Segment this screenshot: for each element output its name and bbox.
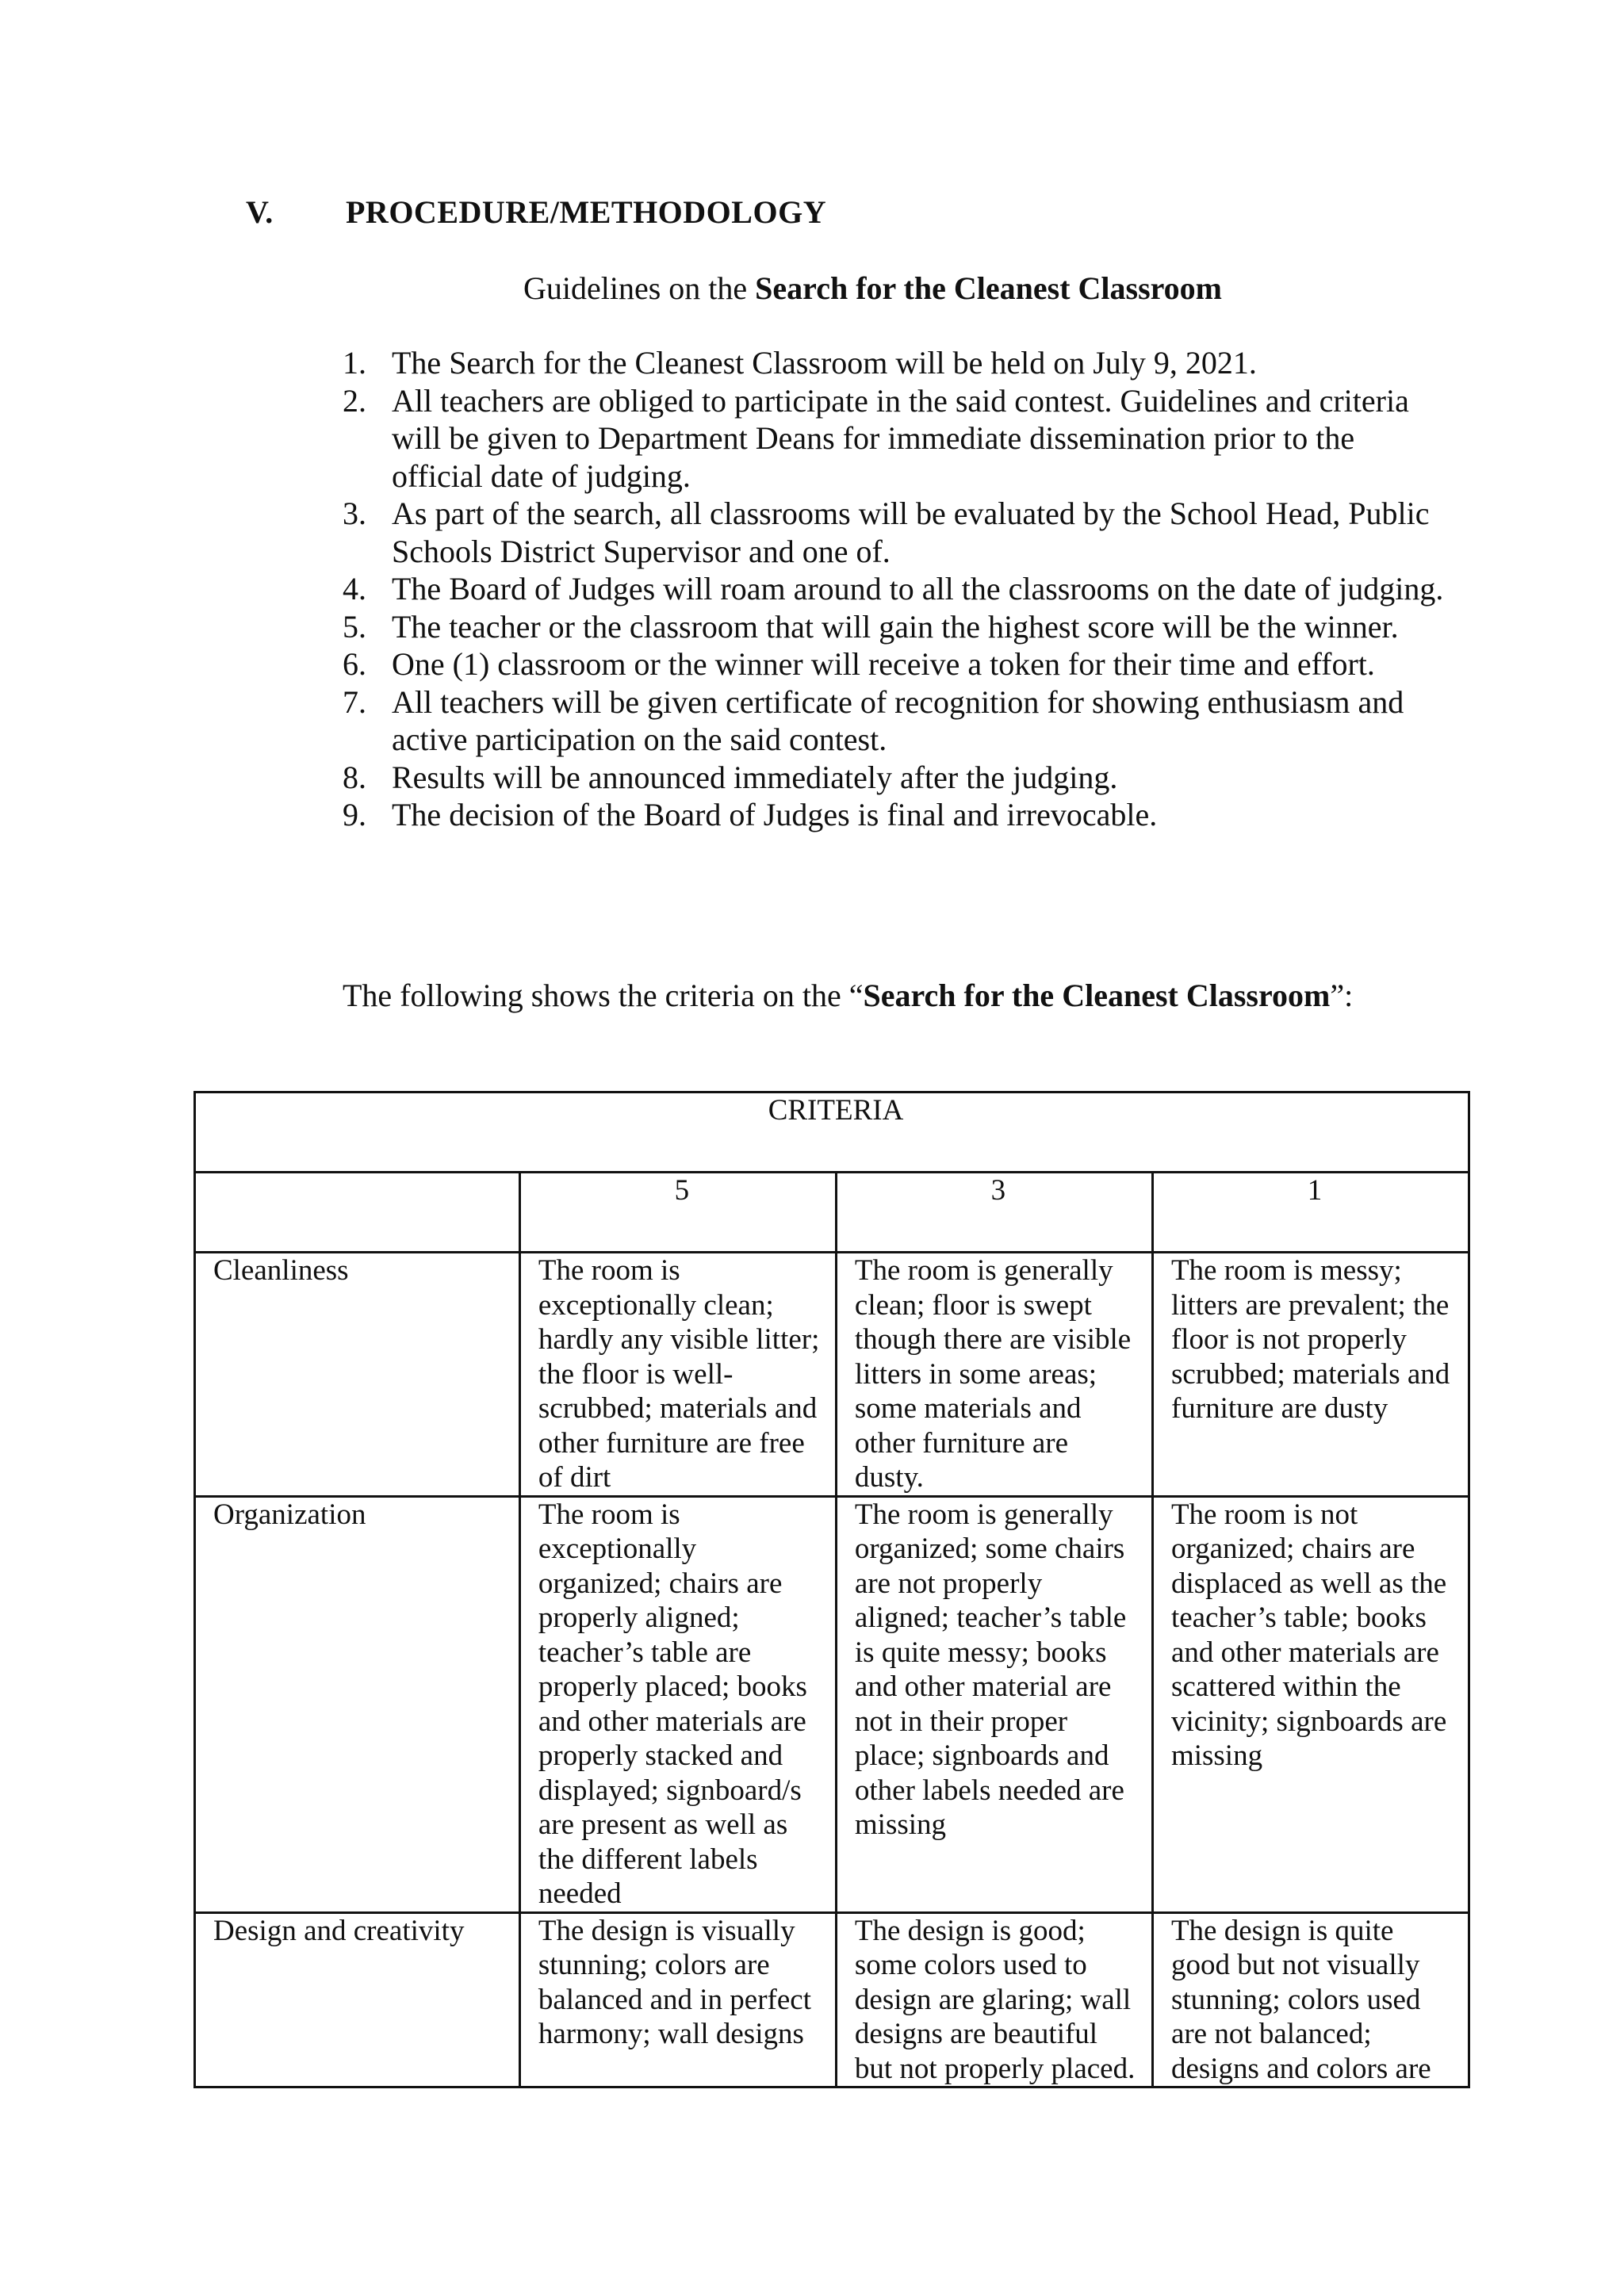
item-number: 7. xyxy=(343,683,366,720)
guideline-item xyxy=(343,344,1445,382)
criteria-intro-bold: Search for the Cleanest Classroom xyxy=(863,978,1331,1013)
section-title: PROCEDURE/METHODOLOGY xyxy=(346,194,827,230)
guideline-item xyxy=(343,570,1445,608)
guideline-text: One (1) classroom or the winner will receive a token for their time and effort. xyxy=(392,646,1375,682)
guidelines-title-bold: Search for the Cleanest Classroom xyxy=(755,270,1222,306)
item-number: 9. xyxy=(343,797,366,832)
item-number: 2. xyxy=(343,382,366,419)
guideline-text: The Board of Judges will roam around to all the classrooms on the date of judging. xyxy=(392,571,1444,607)
guideline-item xyxy=(343,382,1445,496)
guideline-text: Results will be announced immediately after the judging. xyxy=(392,759,1118,795)
score-header-row xyxy=(195,1173,1469,1253)
criteria-intro-suffix: ”: xyxy=(1330,978,1354,1013)
rubric-cell: The room is messy; litters are prevalent; the floor is not properly scrubbed; materials and furniture are dusty xyxy=(1152,1253,1469,1497)
table-row xyxy=(195,1496,1469,1912)
score-header-cell: 3 xyxy=(836,1173,1152,1253)
section-number: V. xyxy=(246,194,274,230)
rubric-cell: The design is quite good but not visually stunning; colors used are not balanced; designs and colors are xyxy=(1152,1912,1469,2087)
guideline-text: All teachers will be given certificate of recognition for showing enthusiasm and active participation on the said contest. xyxy=(392,683,1404,757)
guideline-text: The teacher or the classroom that will gain the highest score will be the winner. xyxy=(392,608,1399,645)
empty-header-cell xyxy=(195,1173,520,1253)
score-header-cell: 1 xyxy=(1152,1173,1469,1253)
item-number: 3. xyxy=(343,496,366,531)
item-number: 4. xyxy=(343,571,366,607)
guideline-item xyxy=(343,495,1445,570)
criterion-label-cell: Design and creativity xyxy=(195,1912,520,2087)
guidelines-title xyxy=(523,270,1222,307)
rubric-cell: The room is exceptionally clean; hardly any visible litter; the floor is well-scrubbed; materials and other furniture are free of dirt xyxy=(519,1253,836,1497)
section-heading xyxy=(246,193,826,231)
score-header-cell: 5 xyxy=(519,1173,836,1253)
rubric-cell: The room is not organized; chairs are displaced as well as the teacher’s table; books and other materials are scattered within the vicinity; signboards are missing xyxy=(1152,1496,1469,1912)
table-header-row xyxy=(195,1093,1469,1173)
item-number: 8. xyxy=(343,759,366,795)
guideline-text: As part of the search, all classrooms will be evaluated by the School Head, Public Schools District Supervisor and one of. xyxy=(392,496,1430,569)
item-number: 6. xyxy=(343,646,366,682)
item-number: 1. xyxy=(343,345,366,381)
guidelines-list xyxy=(343,344,1445,834)
criteria-table xyxy=(193,1091,1470,2088)
rubric-cell: The room is generally organized; some chairs are not properly aligned; teacher’s table is quite messy; books and other material are not in their proper place; signboards and other labels needed are missing xyxy=(836,1496,1152,1912)
rubric-cell: The room is exceptionally organized; chairs are properly aligned; teacher’s table are properly placed; books and other materials are properly stacked and displayed; signboard/s are present as well as the different labels needed xyxy=(519,1496,836,1912)
rubric-cell: The design is good; some colors used to design are glaring; wall designs are beautiful but not properly placed. xyxy=(836,1912,1152,2087)
criteria-intro xyxy=(343,977,1353,1014)
table-row xyxy=(195,1253,1469,1497)
guideline-text: The decision of the Board of Judges is final and irrevocable. xyxy=(392,797,1158,832)
criteria-intro-prefix: The following shows the criteria on the “ xyxy=(343,978,864,1013)
criteria-header-cell: CRITERIA xyxy=(195,1093,1469,1173)
guideline-item xyxy=(343,608,1445,646)
rubric-cell: The design is visually stunning; colors are balanced and in perfect harmony; wall designs xyxy=(519,1912,836,2087)
guideline-text: All teachers are obliged to participate in the said contest. Guidelines and criteria will be given to Department Deans for immediate dissemination prior to the official date of judging. xyxy=(392,382,1409,494)
criterion-label-cell: Cleanliness xyxy=(195,1253,520,1497)
guideline-text: The Search for the Cleanest Classroom will be held on July 9, 2021. xyxy=(392,345,1257,381)
guideline-item xyxy=(343,683,1445,759)
guideline-item xyxy=(343,759,1445,797)
item-number: 5. xyxy=(343,608,366,645)
guideline-item xyxy=(343,645,1445,683)
rubric-cell: The room is generally clean; floor is swept though there are visible litters in some areas; some materials and other furniture are dusty. xyxy=(836,1253,1152,1497)
table-row xyxy=(195,1912,1469,2087)
guideline-item xyxy=(343,796,1445,834)
criterion-label-cell: Organization xyxy=(195,1496,520,1912)
guidelines-title-prefix: Guidelines on the xyxy=(523,270,756,306)
